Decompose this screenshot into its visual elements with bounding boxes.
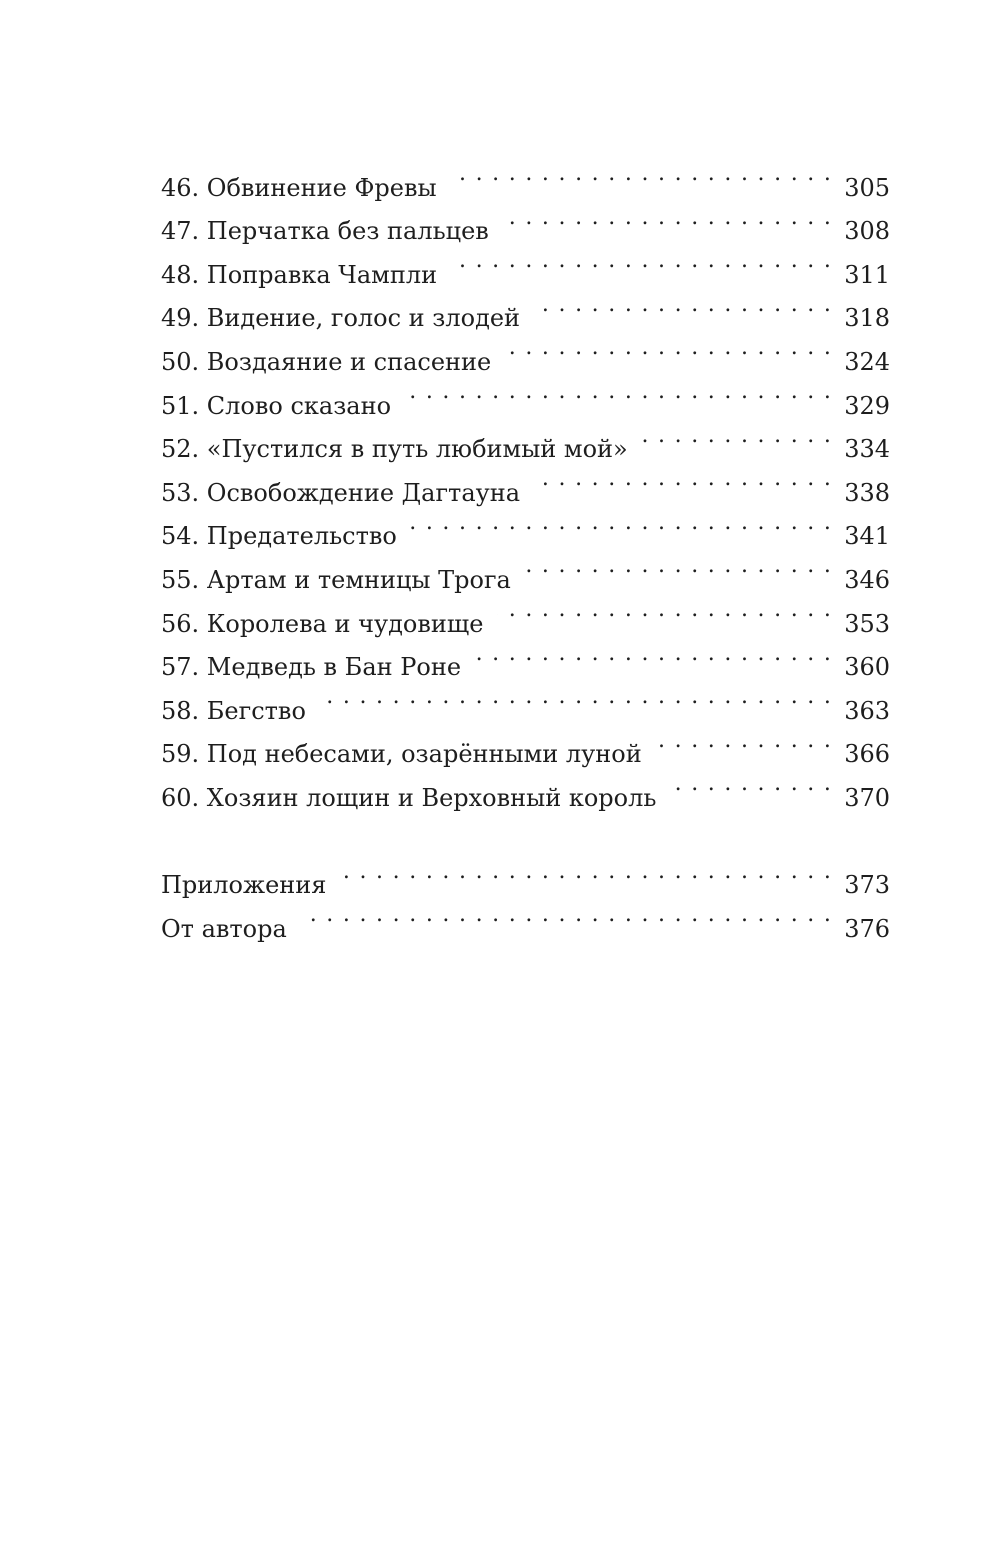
toc-entry-title: 46. Обвинение Фревы bbox=[161, 173, 437, 202]
toc-entry-page: 338 bbox=[844, 478, 890, 507]
toc-entry-title: 59. Под небесами, озарёнными луной bbox=[161, 740, 642, 769]
toc-entry-title: 51. Слово сказано bbox=[161, 391, 392, 420]
dot-leader bbox=[656, 719, 832, 763]
dot-leader bbox=[670, 762, 832, 806]
toc-entry-page: 334 bbox=[844, 435, 890, 464]
toc-entry-page: 341 bbox=[844, 522, 890, 551]
toc-entry-title: 47. Перчатка без пальцев bbox=[161, 217, 489, 246]
toc-entry-page: 360 bbox=[844, 653, 890, 682]
dot-leader bbox=[405, 370, 832, 414]
toc-entry-title: 53. Освобождение Дагтауна bbox=[161, 478, 521, 507]
dot-leader bbox=[497, 588, 832, 632]
dot-leader bbox=[340, 850, 832, 894]
toc-entry-page: 346 bbox=[844, 565, 890, 594]
dot-leader bbox=[534, 457, 832, 501]
toc-entry-title: 57. Медведь в Бан Роне bbox=[161, 653, 462, 682]
toc-entry-page: 376 bbox=[844, 914, 890, 943]
dot-leader bbox=[301, 893, 832, 937]
dot-leader bbox=[411, 501, 832, 545]
toc-entry-title: 50. Воздаяние и спасение bbox=[161, 347, 492, 376]
toc-entry-page: 366 bbox=[844, 740, 890, 769]
toc-entry-page: 308 bbox=[844, 217, 890, 246]
chapter-list bbox=[161, 152, 890, 812]
toc-entry-page: 370 bbox=[844, 783, 890, 812]
dot-leader bbox=[320, 675, 832, 719]
toc-entry-title: 60. Хозяин лощин и Верховный король bbox=[161, 783, 657, 812]
toc-entry-page: 353 bbox=[844, 609, 890, 638]
toc-entry-title: 55. Артам и темницы Трога bbox=[161, 565, 511, 594]
dot-leader bbox=[534, 283, 832, 327]
appendix-list bbox=[161, 850, 890, 943]
toc-entry-title: 56. Королева и чудовище bbox=[161, 609, 484, 638]
toc-entry bbox=[161, 850, 890, 900]
toc-entry-page: 363 bbox=[844, 696, 890, 725]
dot-leader bbox=[451, 239, 832, 283]
toc-entry-title: Приложения bbox=[161, 871, 327, 900]
toc-entry-page: 373 bbox=[844, 871, 890, 900]
toc-entry-title: 54. Предательство bbox=[161, 522, 397, 551]
dot-leader bbox=[503, 196, 832, 240]
toc-entry-title: 58. Бегство bbox=[161, 696, 306, 725]
table-of-contents bbox=[161, 152, 890, 943]
toc-entry-page: 305 bbox=[844, 173, 890, 202]
dot-leader bbox=[642, 414, 832, 458]
toc-entry-title: 49. Видение, голос и злодей bbox=[161, 304, 521, 333]
dot-leader bbox=[475, 632, 832, 676]
dot-leader bbox=[451, 152, 833, 196]
toc-entry-page: 311 bbox=[844, 260, 890, 289]
toc-entry-page: 318 bbox=[844, 304, 890, 333]
toc-entry-page: 329 bbox=[844, 391, 890, 420]
toc-entry-title: 52. «Пустился в путь любимый мой» bbox=[161, 435, 628, 464]
toc-entry-title: 48. Поправка Чампли bbox=[161, 260, 438, 289]
toc-entry-page: 324 bbox=[844, 347, 890, 376]
toc-entry bbox=[161, 152, 890, 202]
toc-entry-title: От автора bbox=[161, 914, 287, 943]
dot-leader bbox=[525, 544, 832, 588]
dot-leader bbox=[505, 326, 832, 370]
